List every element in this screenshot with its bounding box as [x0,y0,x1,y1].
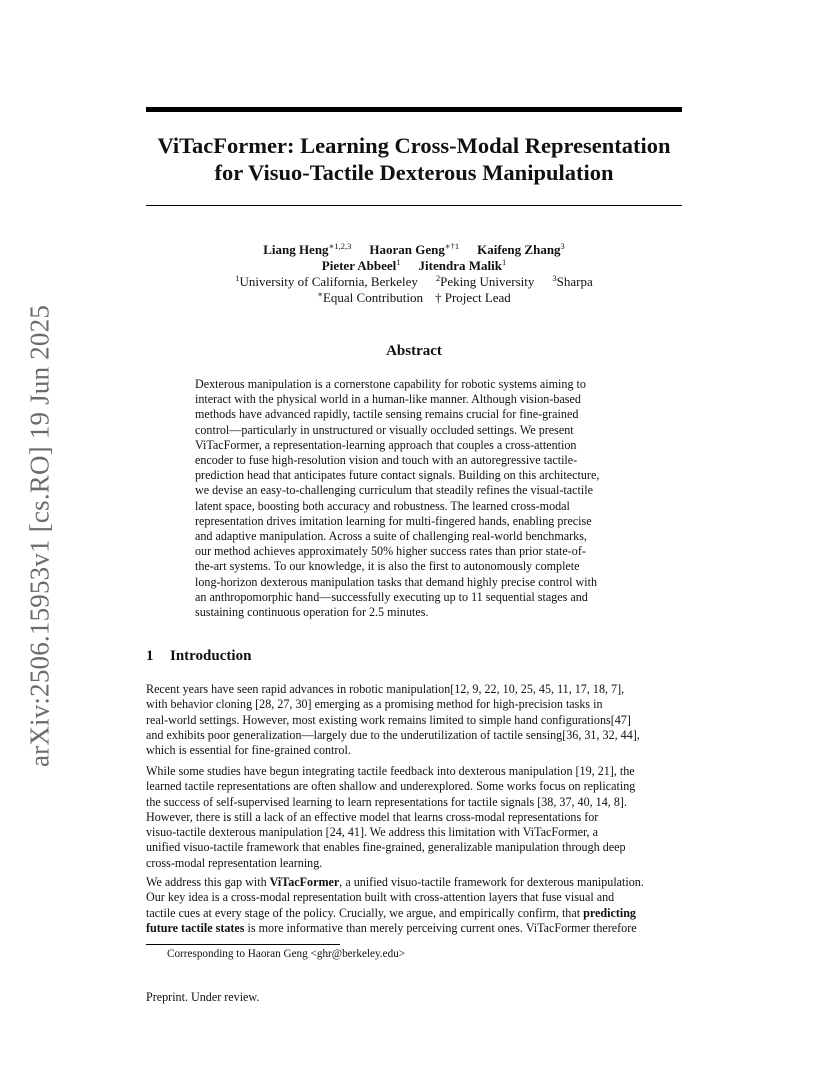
text-run: tactile cues at every stage of the policy. Crucially, we argue, and empirically confirm, that [146,905,584,920]
paragraph-line [146,875,682,890]
paragraph-line: methods have advanced rapidly, tactile sensing remains crucial for fine-grained [195,407,579,422]
paragraph-line: interact with the physical world in a human-like manner. Although vision-based [195,392,581,407]
author-name: Jitendra Malik [418,258,502,273]
author-affil-mark: 3 [560,241,565,251]
equal-contribution-mark: ∗ [317,289,323,299]
paragraph-line: Recent years have seen rapid advances in robotic manipulation[12, 9, 22, 10, 25, 45, 11, 17, 18, 7], [146,682,625,696]
affiliations [146,274,682,290]
intro-paragraph-3 [146,875,682,936]
paragraph-line: real-world settings. However, most existing work remains limited to simple hand configurations[47] [146,712,631,727]
author-affil-mark: ∗1,2,3 [328,241,352,251]
paragraph-line: we devise an easy-to-challenging curriculum that steadily refines the visual-tactile [195,483,593,498]
paragraph-line: the success of self-supervised learning to learn representations for tactile signals [38, 37, 40, 14, 8]. [146,794,627,809]
section-number: 1 [146,648,154,664]
author-line-2 [146,258,682,274]
project-lead-note: † Project Lead [435,290,511,305]
paragraph-line: the-art systems. To our knowledge, it is also the first to autonomously complete [195,559,580,574]
paragraph-line [146,921,682,936]
title-line: ViTacFormer: Learning Cross-Modal Representation [157,133,671,158]
paragraph-line: latent space, boosting both accuracy and robustness. The learned cross-modal [195,498,570,513]
paragraph-line: and exhibits poor generalization—largely due to the underutilization of tactile sensing[36, 31, 32, 44], [146,727,640,742]
arxiv-id-text: arXiv:2506.15953v1 [cs.RO] 19 Jun 2025 [24,304,55,768]
paragraph-line: While some studies have begun integrating tactile feedback into dexterous manipulation [19, 21], the [146,764,635,778]
affiliation: Sharpa [556,274,593,289]
paper-title [146,132,682,186]
paragraph-line: and adaptive manipulation. Across a suite of challenging real-world benchmarks, [195,529,587,544]
author-notes [146,290,682,306]
paragraph-line: learned tactile representations are often shallow and underexplored. Some works focus on replicating [146,779,636,794]
paragraph-line: cross-modal representation learning. [146,855,323,870]
title-line: for Visuo-Tactile Dexterous Manipulation [214,160,614,185]
paragraph-line: with behavior cloning [28, 27, 30] emerging as a promising method for high-precision tasks in [146,697,603,712]
paragraph-line: Our key idea is a cross-modal representation built with cross-attention layers that fuse visual and [146,890,615,905]
paragraph-line: visuo-tactile dexterous manipulation [24, 41]. We address this limitation with ViTacFormer, a [146,825,598,840]
text-run: We address this gap with [146,875,270,889]
text-run: is more informative than merely perceiving current ones. ViTacFormer therefore [244,920,637,935]
paragraph-line: However, there is still a lack of an effective model that learns cross-modal representations for [146,809,599,824]
paragraph-line: encoder to fuse high-resolution vision and touch with an autoregressive tactile- [195,453,578,468]
paragraph-line: Dexterous manipulation is a cornerstone capability for robotic systems aiming to [195,377,586,391]
paragraph-line: sustaining continuous operation for 2.5 minutes. [195,605,429,620]
paragraph-line: unified visuo-tactile framework that enables fine-grained, generalizable manipulation through deep [146,840,626,855]
paragraph-line: an anthropomorphic hand—successfully executing up to 11 sequential stages and [195,589,588,604]
author-name: Kaifeng Zhang [477,242,561,257]
bold-term: ViTacFormer [269,875,340,889]
author-affil-mark: 1 [501,257,507,267]
bold-term: predicting [583,905,636,920]
intro-paragraph-1 [146,682,682,758]
paragraph-line: which is essential for fine-grained control. [146,743,351,758]
author-name: Haoran Geng [369,242,445,257]
author-name: Pieter Abbeel [321,258,397,273]
footnote-rule [146,944,340,945]
abstract-body [195,377,635,620]
intro-paragraph-2 [146,764,682,871]
text-run: , a unified visuo-tactile framework for dexterous manipulation. [339,875,644,889]
footnote: Corresponding to Haoran Geng <ghr@berkeley.edu> [167,948,406,960]
paragraph-line: long-horizon dexterous manipulation tasks that demand highly precise control with [195,574,598,589]
bold-term: future tactile states [146,920,245,935]
paragraph-line: control—particularly in unstructured or visually occluded settings. We present [195,422,574,437]
author-name: Liang Heng [263,242,329,257]
paragraph-line: our method achieves approximately 50% higher success rates than prior state-of- [195,544,586,559]
title-top-rule [146,107,682,112]
paragraph-line: ViTacFormer, a representation-learning approach that couples a cross-attention [195,437,577,452]
author-affil-mark: ∗†1 [444,241,460,251]
affil-number: 2 [435,273,441,283]
affil-number: 1 [235,273,240,283]
author-affil-mark: 1 [396,257,401,267]
paragraph-line: representation drives imitation learning for multi-fingered hands, enabling precise [195,513,592,528]
affiliation: University of California, Berkeley [239,274,418,289]
affiliation: Peking University [440,274,535,289]
section-heading [146,648,251,665]
equal-contribution-note: Equal Contribution [322,290,423,305]
title-bottom-rule [146,205,682,206]
abstract-heading: Abstract [386,343,442,359]
author-line-1 [146,242,682,258]
affil-number: 3 [552,273,557,283]
section-title: Introduction [170,648,252,664]
paragraph-line: prediction head that anticipates future contact signals. Building on this architecture, [195,468,600,483]
page-footer: Preprint. Under review. [146,990,260,1004]
paragraph-line [146,906,682,921]
